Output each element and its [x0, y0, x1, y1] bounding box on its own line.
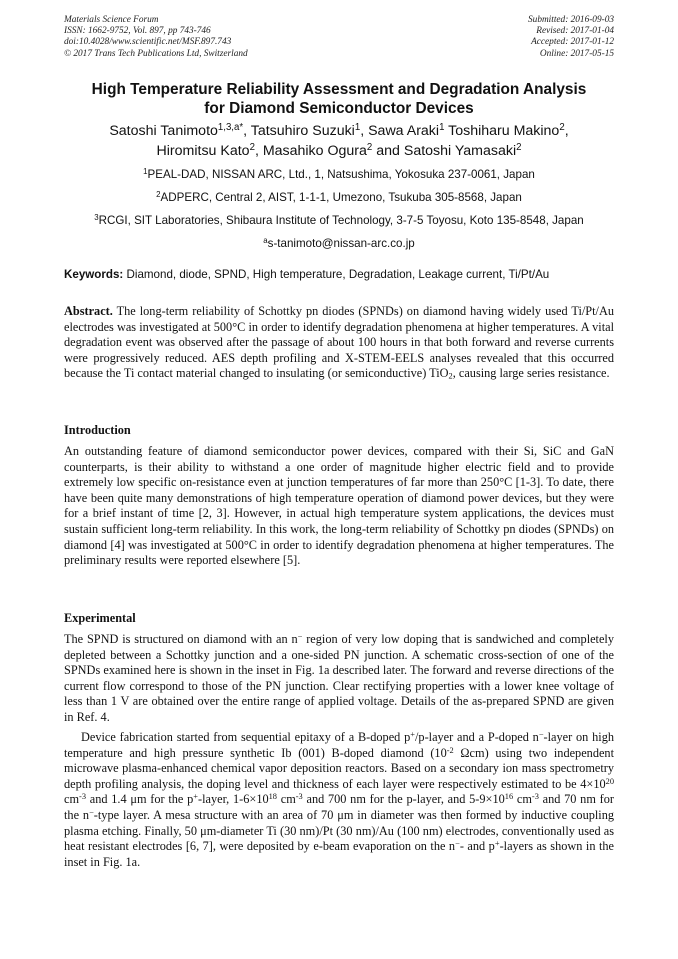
- affiliation-3: [40, 213, 638, 236]
- affiliation-mark: 3: [94, 213, 99, 223]
- superscript: +: [494, 838, 500, 848]
- introduction-paragraph: An outstanding feature of diamond semiconductor power devices, compared with their Si, SiC and GaN counterparts, is their ability to withstand a one order of magnitude higher electric field and to provide extremely low specific on-resistance even at junction temperatures of far more than 250°C [1-3]. To date, there have been quite many demonstrations of high temperature operation of diamond power devices, but they were for a brief instant of time [2, 3]. However, in actual high temperature system applications, the devices must sustain sufficient long-term reliability. In this work, the long-term reliability of Schottky pn diodes (SPNDs) on diamond [4] was investigated at 500°C in order to identify degradation phenomena at higher temperatures. The preliminary results were reported elsewhere [5].: [64, 444, 614, 568]
- author-affil-mark: 2: [249, 142, 255, 154]
- superscript: −: [538, 729, 544, 739]
- text-run: - and p: [459, 839, 495, 854]
- affiliation-text: ADPERC, Central 2, AIST, 1-1-1, Umezono, Tsukuba 305-8568, Japan: [160, 191, 522, 204]
- text-run: and 70 nm for the n: [64, 792, 614, 822]
- text-run: Device fabrication started from sequential epitaxy of a B-doped p: [81, 730, 411, 744]
- affiliation-mark: 2: [156, 190, 161, 200]
- affiliation-mark: a: [263, 236, 268, 246]
- superscript: 20: [605, 776, 614, 786]
- author-list: [60, 121, 618, 161]
- journal-copyright: © 2017 Trans Tech Publications Ltd, Switzerland: [64, 48, 248, 59]
- email-link[interactable]: s-tanimoto@nissan-arc.co.jp: [267, 237, 415, 250]
- experimental-paragraph-1: [64, 632, 614, 726]
- affiliation-text: RCGI, SIT Laboratories, Shibaura Institute of Technology, 3-7-5 Toyosu, Koto 135-8548, Japan: [98, 214, 584, 227]
- superscript: 18: [268, 792, 277, 802]
- superscript: -3: [295, 792, 303, 802]
- text-run: /p-layer and a P-doped n: [415, 730, 539, 744]
- affiliation-1: [40, 167, 638, 190]
- superscript: -2: [446, 745, 454, 755]
- journal-name: Materials Science Forum: [64, 15, 159, 25]
- affiliation-mark: 1: [143, 167, 148, 177]
- superscript: -3: [79, 792, 86, 802]
- title-line-1: High Temperature Reliability Assessment and Degradation Analysis: [91, 81, 587, 98]
- text-run: -layer on high temperature and high pressure synthetic Ib (001) B-doped diamond (10: [64, 730, 614, 760]
- date-revised: Revised: 2017-01-04: [536, 26, 614, 37]
- affiliation-2: [40, 190, 638, 213]
- author-affil-mark: 1: [354, 122, 361, 134]
- text-run: and 700 nm for the p-layer, and 5-9×10: [302, 792, 505, 807]
- superscript: +: [193, 792, 198, 802]
- keywords-text: Diamond, diode, SPND, High temperature, Degradation, Leakage current, Ti/Pt/Au: [123, 268, 550, 281]
- author-affil-mark: 2: [516, 142, 522, 154]
- affiliation-text: PEAL-DAD, NISSAN ARC, Ltd., 1, Natsushima, Yokosuka 237-0061, Japan: [147, 168, 535, 181]
- author-affil-mark: 1: [439, 122, 445, 134]
- publication-dates: [528, 15, 614, 60]
- superscript: −: [455, 838, 460, 848]
- author-affil-mark: 2: [559, 122, 565, 134]
- keywords: [64, 268, 614, 281]
- author-name: , Tatsuhiro Suzuki: [243, 123, 355, 139]
- abstract-subscript: 2: [448, 372, 453, 382]
- superscript: +: [410, 729, 415, 739]
- superscript: -3: [531, 792, 539, 802]
- title-line-2: for Diamond Semiconductor Devices: [204, 100, 474, 117]
- abstract: [64, 304, 614, 382]
- superscript: 16: [504, 792, 514, 802]
- text-run: -type layer. A mesa structure with an area of 70 μm in diameter was then formed by inductive coupling plasma etching. Finally, 50 μm-diameter Ti (30 nm)/Pt (30 nm)/Au (100 nm) electrodes, conventionally used as heat resistant electrodes [6, 7], were deposited by e-beam evaporation on the n: [64, 807, 615, 854]
- date-submitted: Submitted: 2016-09-03: [528, 15, 614, 25]
- author-name: and Satoshi Yamasaki: [372, 143, 517, 159]
- author-affil-mark: 2: [366, 142, 373, 154]
- superscript: −: [89, 807, 94, 817]
- author-name: , Masahiko Ogura: [254, 143, 367, 159]
- text-run: and 1.4 μm for the p: [86, 792, 194, 807]
- abstract-text: The long-term reliability of Schottky pn diodes (SPNDs) on diamond having widely used Ti/Pt/Au electrodes was investigated at 500°C in order to identify degradation phenomena at higher temperatures. A vital degradation event was observed after the passage of about 100 hours in that both forward and reverse currents were progressively reduced. AES depth profiling and X-STEM-EELS analyses revealed that this occurred because the Ti contact material changed to insulating (or semiconductive) TiO: [64, 304, 614, 381]
- text-run: cm: [64, 792, 80, 807]
- date-accepted: Accepted: 2017-01-12: [531, 37, 614, 48]
- abstract-text: , causing large series resistance.: [452, 366, 610, 381]
- experimental-paragraph-2: [64, 730, 614, 870]
- journal-doi[interactable]: doi:10.4028/www.scientific.net/MSF.897.743: [64, 37, 232, 48]
- author-name: Toshiharu Makino: [444, 123, 560, 139]
- abstract-label: Abstract.: [64, 304, 113, 318]
- corresponding-email[interactable]: [40, 236, 638, 259]
- text-run: Ωcm) using two independent microwave plasma-enhanced chemical vapor deposition reactors. Based on a secondary ion mass spectrometry depth profiling analysis, the doping level and thickness of each layer were respectively estimated to be 4×10: [64, 745, 614, 791]
- text-run: cm: [276, 792, 296, 807]
- text-run: region of very low doping that is sandwiched and completely depleted between a Schottky junction and a one-sided PN junction. A schematic cross-section of one of the SPNDs examined here is shown in the inset in Fig. 1a described later. The forward and reverse directions of the current flow correspond to those of the PN junction. Clear rectifying properties with a lower knee voltage of less than 1 V are obtained over the entire range of applied voltage. Details of the as-prepared SPND are given in Ref. 4.: [64, 632, 615, 724]
- author-name: Satoshi Tanimoto: [109, 123, 218, 139]
- text-run: cm: [513, 792, 532, 807]
- author-name: Hiromitsu Kato: [156, 143, 250, 159]
- affiliations: [40, 167, 638, 259]
- text-run: The SPND is structured on diamond with an n: [64, 632, 298, 646]
- paper-title: [60, 80, 618, 118]
- section-heading-introduction: Introduction: [64, 423, 131, 437]
- author-name: , Sawa Araki: [360, 123, 440, 139]
- date-online: Online: 2017-05-15: [539, 48, 614, 59]
- superscript: −: [297, 631, 303, 641]
- journal-info: [64, 15, 248, 60]
- section-heading-experimental: Experimental: [64, 611, 136, 625]
- journal-issn: ISSN: 1662-9752, Vol. 897, pp 743-746: [64, 26, 211, 37]
- text-run: -layer, 1-6×10: [198, 792, 269, 807]
- text-run: -layers as shown in the inset in Fig. 1a.: [64, 839, 615, 869]
- author-separator: ,: [564, 123, 569, 139]
- author-affil-mark: 1,3,a*: [217, 122, 244, 134]
- keywords-label: Keywords:: [64, 268, 124, 281]
